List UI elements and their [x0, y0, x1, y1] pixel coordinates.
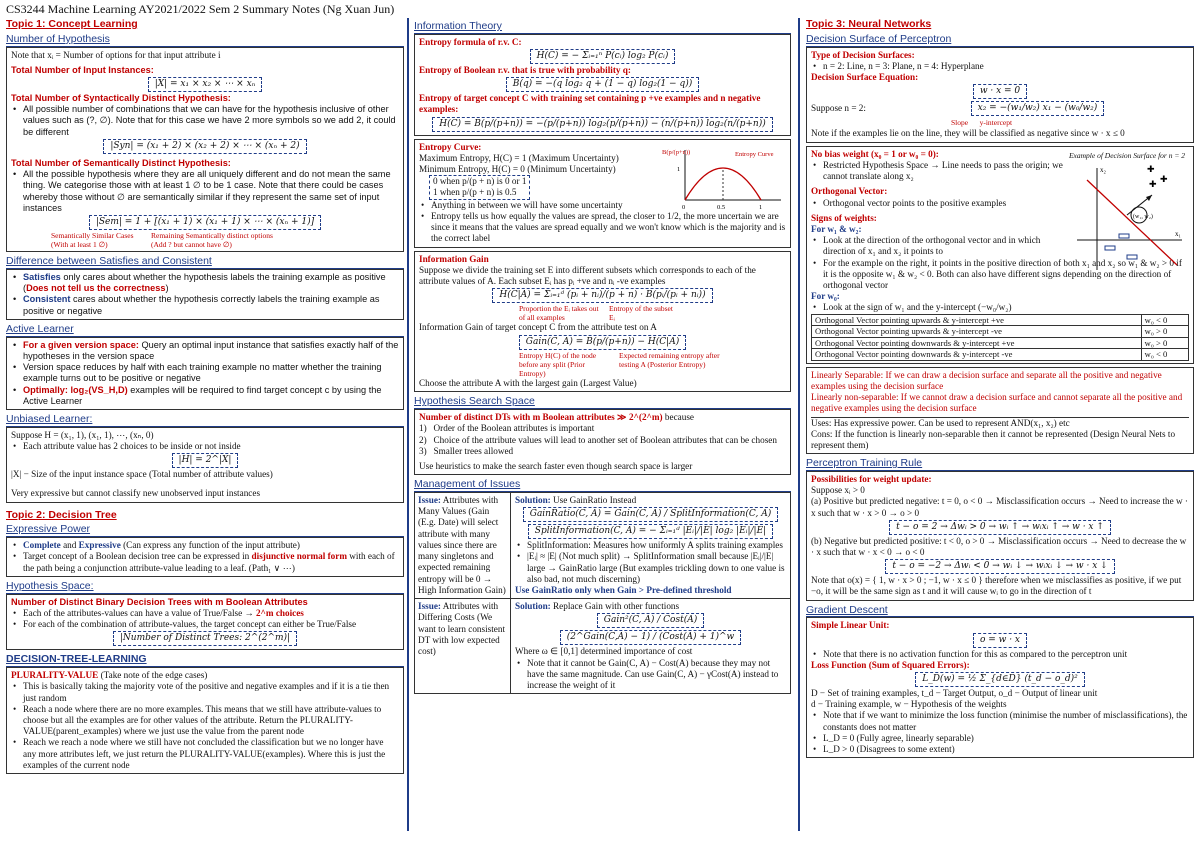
- information-gain-box: [414, 251, 791, 393]
- section-heading: Unbiased Learner:: [6, 413, 404, 427]
- column-divider: [798, 18, 800, 831]
- text: Suppose n = 2:: [811, 103, 866, 114]
- subheading: Possibilities for weight update:: [811, 473, 932, 484]
- annotation: Entropy of the subset Eᵢ: [609, 304, 673, 323]
- table-row: [812, 349, 1189, 360]
- section-heading: Difference between Satisfies and Consistent: [6, 255, 404, 269]
- table-cell: Orthogonal Vector pointing downwards & y-intercept +ve: [812, 337, 1142, 348]
- formula: H(C) = − Σᵢ₌₁ⁿ P(cᵢ) log₂ P(cᵢ): [530, 49, 676, 64]
- table-cell: Orthogonal Vector pointing upwards & y-intercept +ve: [812, 314, 1142, 325]
- decision-surface-diagram: [1067, 160, 1187, 275]
- list-item: [11, 272, 399, 294]
- term: Optimally: log₂(VS_H,D): [23, 384, 128, 395]
- text: Information Gain of target concept C from the attribute test on A: [419, 322, 657, 333]
- text: Linearly non-separable: If we cannot draw a decision surface and cannot separate all the positive and negative examples using the decision surface: [811, 392, 1183, 414]
- subheading: Number of Distinct Binary Decision Trees with m Boolean Attributes: [11, 596, 308, 607]
- text: Maximum Entropy, H(C) = 1 (Maximum Uncertainty): [419, 152, 619, 163]
- graph-title: Entropy Curve: [735, 150, 774, 158]
- issues-table: [414, 492, 791, 694]
- list-item: 1) Order of the Boolean attributes is important: [419, 423, 595, 434]
- axis-label: B(p/(p+n)): [662, 148, 691, 156]
- section-heading: Management of Issues: [414, 478, 791, 492]
- active-learner-box: [6, 337, 404, 410]
- subheading: No bias weight (x₀ = 1 or w₀ = 0):: [811, 148, 939, 159]
- section-heading: Gradient Descent: [806, 604, 1194, 618]
- list-item: [11, 551, 399, 573]
- page-title: CS3244 Machine Learning AY2021/2022 Sem 2 Summary Notes (Ng Xuan Jun): [6, 2, 395, 16]
- list-item: • Note that there is no activation function for this as compared to the perceptron unit: [811, 649, 1189, 660]
- annotation: Expected remaining entropy after testing A (Posterior Entropy): [619, 350, 720, 369]
- table-cell: w₀ < 0: [1141, 349, 1188, 360]
- list-item: 2) Choice of the attribute values will lead to another set of Boolean attributes that can be chosen: [419, 434, 777, 445]
- subheading: Type of Decision Surfaces:: [811, 49, 915, 60]
- list-item: • Orthogonal vector points to the positive examples: [811, 198, 1066, 209]
- list-item: • |Eᵢ| ≈ |E| (Not much split) → SplitInformation small because |Eᵢ|/|E| large → GainRatio large (But examples trickling down to one value is also bad, not much discerning): [515, 551, 786, 585]
- text: Each of the attributes-values can have a value of True/False →: [23, 607, 256, 618]
- text: with each of the path being a conjunction attribute-value leading to a leaf. (Path₁ ∨ ⋯): [23, 551, 395, 573]
- formula: |Number of Distinct Trees: 2^(2^m)|: [113, 631, 297, 646]
- section-heading: Number of Hypothesis: [6, 33, 404, 47]
- list-item: • Entropy tells us how equally the values are spread, the closer to 1/2, the more uncertain we are since it means that the values are spread equally and we won't know which is the majority and is the correct label: [419, 211, 786, 245]
- list-item: • L_D > 0 (Disagrees to some extent): [811, 744, 1189, 755]
- plus-icon: ✚: [1160, 173, 1168, 184]
- list-item: • For each of the combination of attribute-values, the target concept can either be True/False: [11, 619, 399, 630]
- list-item: [11, 608, 399, 619]
- formula: |Syn| = (x₁ + 2) × (x₂ + 2) × ⋯ × (xₙ + 2): [103, 139, 306, 154]
- text: Note that o(x) = { 1, w · x > 0 ; −1, w · x ≤ 0 } therefore when we misclassifies as positive, if we put −o, it will be the same sign as t and it will cause wᵢ to go in the direction of t: [811, 575, 1182, 597]
- text: [419, 164, 654, 175]
- text: (a) Positive but predicted negative: t = 0, o < 0 → Misclassification occurs → Need to increase the w · x such that w · x > 0 → o > 0: [811, 496, 1188, 518]
- information-theory-box: [414, 34, 791, 136]
- table-cell: Orthogonal Vector pointing upwards & y-intercept -ve: [812, 326, 1142, 337]
- text: d − Training example, w − Hypothesis of the weights: [811, 699, 1007, 710]
- search-space-box: [414, 409, 791, 475]
- text: Use heuristics to make the search faster even though search space is larger: [419, 460, 693, 471]
- text: Order of the Boolean attributes is important: [433, 423, 595, 434]
- figure-title: Example of Decision Surface for n = 2: [1068, 150, 1186, 160]
- table-cell: Orthogonal Vector pointing downwards & y-intercept -ve: [812, 349, 1142, 360]
- tick-label: 0.5: [717, 203, 726, 211]
- table-cell: w₀ > 0: [1141, 337, 1188, 348]
- text: Suppose xᵢ > 0: [811, 485, 865, 496]
- text: Attributes with Differing Costs (We want to learn consistent DT with low expected cost): [418, 601, 506, 657]
- subheading: Signs of weights:: [811, 212, 877, 223]
- table-cell: w₀ < 0: [1141, 314, 1188, 325]
- annotation: Entropy H(C) of the node before any split (Prior Entropy): [519, 350, 597, 378]
- minus-icon: [1127, 255, 1137, 259]
- term: Consistent: [23, 294, 71, 305]
- column-2: [414, 18, 791, 697]
- term: Solution:: [515, 601, 551, 612]
- column-1: [6, 18, 404, 777]
- term: For a given version space:: [23, 339, 139, 350]
- perceptron-training-box: [806, 471, 1194, 601]
- plus-icon: ✚: [1147, 163, 1155, 174]
- subheading: Loss Function (Sum of Squared Errors):: [811, 659, 970, 670]
- vector-label: (w₁, w₂): [1133, 213, 1153, 220]
- orthogonal-vector-table: [811, 314, 1189, 361]
- text: 0 when p/(p + n) is 0 or 1: [433, 176, 527, 187]
- column-3: [806, 18, 1194, 761]
- subheading: Decision Surface Equation:: [811, 72, 919, 83]
- hypothesis-box: [6, 47, 404, 253]
- text: Choice of the attribute values will lead to another set of Boolean attributes that can be chosen: [433, 434, 777, 445]
- axis-label: x₂: [1100, 165, 1106, 174]
- term: 2^m choices: [255, 607, 304, 618]
- text: Note that xᵢ = Number of options for that input attribute i: [11, 49, 221, 60]
- list-item: 3) Smaller trees allowed: [419, 445, 514, 456]
- difference-box: [6, 269, 404, 320]
- tick-label: 0: [682, 203, 686, 211]
- tick-label: 1: [677, 165, 681, 173]
- text: Replace Gain with other functions: [550, 601, 680, 612]
- text: D − Set of training examples, t_d − Target Output, o_d − Output of linear unit: [811, 688, 1098, 699]
- subheading: Number of distinct DTs with m Boolean attributes ≫ 2^(2^m): [419, 412, 663, 423]
- decision-surface-box: [806, 47, 1194, 143]
- section-heading: Information Theory: [414, 20, 791, 34]
- list-item: • Look at the direction of the orthogonal vector and in which direction of x₁ and x₂ it points to: [811, 235, 1066, 257]
- text: (Can express any function of the input attribute): [120, 540, 300, 551]
- list-item: • SplitInformation: Measures how uniformly A splits training examples: [515, 540, 786, 551]
- text: Query an optimal input instance that satisfies exactly half of the hypotheses in the version space: [23, 339, 399, 361]
- text: Very expressive but cannot classify new unobserved input instances: [11, 488, 261, 499]
- plus-icon: ✚: [1149, 178, 1157, 189]
- list-item: • Look at the sign of w₁ and the y-intercept (−w₀/w₂): [811, 302, 1189, 313]
- formula: L_D(w) = ½ Σ_{d∈D} (t_d − o_d)²: [915, 672, 1085, 687]
- formula: t − o = 2 → Δwᵢ > 0 → wᵢ ↑ → wᵢxᵢ ↑ → w · x ↑: [889, 520, 1111, 535]
- minus-icon: [1105, 246, 1115, 250]
- text: Minimum Entropy, H(C) = 0 (Minimum Uncertainty): [419, 164, 616, 175]
- subheading: Total Number of Syntactically Distinct Hypothesis:: [11, 93, 231, 103]
- issue-row: [415, 598, 790, 693]
- list-item: • All the possible hypothesis where they are all uniquely different and do not mean the same thing. We categorise those with at least 1 ∅ to be 1 case. Note that there could be cases whereby those without ∅ are semantically similar if they represent the same set of input instances: [11, 169, 399, 214]
- list-item: • All possible number of combinations that we can have for the hypothesis inclusive of other values such as (?, ∅). Note that for this case we have 2 more symbols so we add 2, it could be different: [11, 104, 399, 138]
- text: Use GainRatio only when Gain > Pre-defined threshold: [515, 585, 732, 595]
- subheading: Total Number of Input Instances:: [11, 64, 154, 75]
- text: Linearly Separable: If we can draw a decision surface and separate all the positive and negative examples using the decision surface: [811, 369, 1162, 391]
- list-item: • Note that if we want to minimize the loss function (minimise the number of misclassifications), the constants does not matter: [811, 710, 1189, 732]
- text: (b) Negative but predicted positive: t < 0, o > 0 → Misclassification occurs → Need to decrease the w · x such that w · x < 0 → o < 0: [811, 535, 1187, 558]
- table-row: [812, 337, 1189, 348]
- list-item: • Anything in between we will have some uncertainty: [419, 200, 786, 211]
- separability-box: [806, 367, 1194, 455]
- subheading: Orthogonal Vector:: [811, 186, 888, 197]
- topic-heading: Topic 1: Concept Learning: [6, 18, 138, 30]
- list-item: [11, 540, 399, 551]
- text: only cares about whether the hypothesis labels the training example as positive (: [23, 271, 386, 294]
- subheading: For w₁ & w₂:: [811, 223, 862, 234]
- subheading: Information Gain: [419, 253, 489, 264]
- formula: |X| = x₁ × x₂ × ⋯ × xₙ: [148, 77, 263, 92]
- text: Smaller trees allowed: [433, 445, 514, 456]
- text: 1 when p/(p + n) is 0.5: [433, 187, 517, 198]
- term: PLURALITY-VALUE: [11, 670, 99, 681]
- list-item: [11, 340, 399, 362]
- subheading: Entropy Curve:: [419, 141, 482, 152]
- term: disjunctive normal form: [251, 551, 347, 562]
- term: Satisfies: [23, 271, 61, 282]
- text: examples will be required to find target concept c by using the Active Learner: [23, 384, 382, 406]
- annotation: Remaining Semantically distinct options (Add ? but cannot have ∅): [151, 230, 273, 250]
- list-item: • Version space reduces by half with each training example no matter whether the training example turns out to be positive or negative: [11, 362, 399, 384]
- text: and: [60, 540, 79, 551]
- axis-label: x₁: [1175, 229, 1181, 238]
- text: [419, 153, 654, 164]
- entropy-curve-box: [414, 139, 791, 248]
- issue-row: [415, 493, 790, 598]
- expressive-power-box: [6, 537, 404, 577]
- formula: GainRatio(C, A) = Gain(C, A) / SplitInformation(C, A): [523, 507, 778, 522]
- formula: H(C) = B(p/(p+n)) = −(p/(p+n)) log₂(p/(p+n)) − (n/(p+n)) log₂(n/(p+n)): [432, 117, 773, 132]
- text: (Take note of the edge cases): [98, 670, 208, 681]
- text: Suppose H = (x₁, 1), (x₁, 1), ⋯, (xₙ, 0): [11, 429, 154, 440]
- term: Issue:: [418, 494, 441, 505]
- section-heading: Perceptron Training Rule: [806, 457, 1194, 471]
- section-heading: Active Learner: [6, 323, 404, 337]
- section-heading: Hypothesis Space:: [6, 580, 404, 594]
- subheading: For w₀:: [811, 291, 840, 302]
- list-item: • Restricted Hypothesis Space → Line needs to pass the origin; we cannot translate along x₂: [811, 160, 1066, 182]
- list-item: • Reach a node where there are no more examples. This means that we still have attribute-values to choose but all the examples are for other values of the attribute. Return the PLURALITY-VALUE(parent_examples) where we just use the value from the parent node: [11, 704, 399, 738]
- text: Cons: If the function is linearly non-separable then it cannot be represented (Design Neural Nets to represent them): [811, 428, 1176, 450]
- formula: |H| = 2^|X|: [172, 453, 239, 468]
- term: Solution:: [515, 494, 551, 505]
- formula: H(C|A) = Σᵢ₌₁ᵈ (pᵢ + nᵢ)/(p + n) · B(pᵢ/(pᵢ + nᵢ)): [492, 288, 712, 303]
- hypothesis-space-box: [6, 594, 404, 651]
- text: |X| − Size of the input instance space (Total number of attribute values): [11, 469, 273, 480]
- table-row: [812, 314, 1189, 325]
- text: ): [165, 283, 169, 294]
- formula: SplitInformation(C, A) = − Σᵢ₌₁ᵈ |Eᵢ|/|E| log₂ |Eᵢ|/|E|: [528, 524, 773, 539]
- list-item: • Note that it cannot be Gain(C, A) − Cost(A) because they may not have the same magnitude. Can use Gain(C, A) − γCost(A) instead to increase the weight of it: [515, 658, 786, 692]
- text: Note if the examples lie on the line, they will be classified as negative since w · x ≤ 0: [811, 128, 1125, 139]
- topic-heading: Topic 2: Decision Tree: [6, 508, 117, 521]
- formula: x₂ = −(w₁/w₂) x₁ − (w₀/w₂): [971, 101, 1105, 116]
- list-item: • L_D = 0 (Fully agree, linearly separable): [811, 733, 1189, 744]
- annotation: Slope: [951, 118, 969, 128]
- section-heading: Hypothesis Search Space: [414, 395, 791, 409]
- text: because: [662, 412, 694, 423]
- subheading: Entropy of Boolean r.v. that is true with probability q:: [419, 64, 631, 75]
- section-heading: DECISION-TREE-LEARNING: [6, 653, 404, 667]
- text: Choose the attribute A with the largest gain (Largest Value): [419, 378, 637, 389]
- list-item: [11, 385, 399, 407]
- list-item: • For the example on the right, it points in the positive direction of both x₁ and x₂ so w₁ & w₂ > 0 if it is the opposite w₁ & w₂ < 0. Both can also have different signs depending on the direction of orthogonal vector: [811, 258, 1189, 292]
- formula: Gain(C, A) = B(p/(p+n)) − H(C|A): [519, 335, 686, 350]
- formula: (2^Gain(C,A) − 1) / (Cost(A) + 1)^w: [560, 630, 742, 645]
- decision-surface-example: [1067, 151, 1187, 291]
- list-item: • Each attribute value has 2 choices to be inside or not inside: [11, 441, 399, 452]
- column-divider: [407, 18, 409, 831]
- text: Attributes with Many Values (Gain (E.g. Date) will select attribute with many values since there are many singletons and expected remaining entropy will be 0 → High Information Gain): [418, 494, 506, 595]
- tick-label: 1: [759, 203, 763, 211]
- text: cares about whether the hypothesis correctly labels the training example as positive or negative: [23, 294, 380, 316]
- formula: |Sem| = 1 + [(x₁ + 1) × (x₁ + 1) × ⋯ × (xₙ + 1)]: [89, 215, 321, 230]
- minus-icon: [1119, 234, 1129, 238]
- list-item: [11, 294, 399, 316]
- term: Issue:: [418, 601, 441, 612]
- text: Does not tell us the correctness: [26, 283, 166, 294]
- section-heading: Decision Surface of Perceptron: [806, 33, 1194, 47]
- list-item: • Reach we reach a node where we still have not concluded the classification but we no longer have any more attributes left, we just return the PLURALITY-VALUE(examples). Where this is just the examples of the current node: [11, 737, 399, 771]
- subheading: Entropy of target concept C with training set containing p +ve examples and n negative examples:: [419, 93, 761, 115]
- list-item: • n = 2: Line, n = 3: Plane, n = 4: Hyperplane: [811, 61, 1189, 72]
- text: Uses: Has expressive power. Can be used to represent AND(x₁, x₂) etc: [811, 417, 1189, 429]
- text: Target concept of a Boolean decision tree can be expressed in: [23, 551, 252, 562]
- table-cell: w₀ > 0: [1141, 326, 1188, 337]
- table-row: [812, 326, 1189, 337]
- topic-heading: Topic 3: Neural Networks: [806, 18, 932, 30]
- annotation: Proportion the Eᵢ takes out of all examples: [519, 304, 599, 323]
- text: Where ω ∈ [0,1] determined importance of cost: [515, 646, 693, 657]
- formula: w · x = 0: [973, 84, 1027, 99]
- term: Complete: [23, 540, 61, 551]
- annotation: Semantically Similar Cases (With at least 1 ∅): [51, 230, 134, 250]
- subheading: Total Number of Semantically Distinct Hypothesis:: [11, 157, 231, 168]
- weights-box: [806, 146, 1194, 364]
- list-item: • This is basically taking the majority vote of the positive and negative examples and if it is a tie then just random: [11, 681, 399, 703]
- unbiased-learner-box: [6, 427, 404, 503]
- gradient-descent-box: [806, 617, 1194, 758]
- formula: t − o = −2 → Δwᵢ < 0 → wᵢ ↓ → wᵢxᵢ ↓ → w · x ↓: [885, 559, 1114, 574]
- dtl-box: [6, 667, 404, 774]
- term: Expressive: [78, 540, 121, 551]
- formula: B(q) = −(q log₂ q + (1 − q) log₂(1 − q)): [506, 77, 699, 92]
- text: Use GainRatio Instead: [550, 494, 637, 505]
- formula: o = w · x: [973, 633, 1027, 648]
- formula: Gain²(C, A) / Cost(A): [597, 613, 704, 628]
- annotation: y-intercept: [979, 118, 1013, 128]
- section-heading: Expressive Power: [6, 523, 404, 537]
- subheading: Entropy formula of r.v. C:: [419, 36, 522, 47]
- text: Suppose we divide the training set E into different subsets which corresponds to each of the attribute values of A. Each subset Eᵢ has pᵢ +ve and nᵢ -ve examples: [419, 264, 756, 286]
- subheading: Simple Linear Unit:: [811, 620, 890, 631]
